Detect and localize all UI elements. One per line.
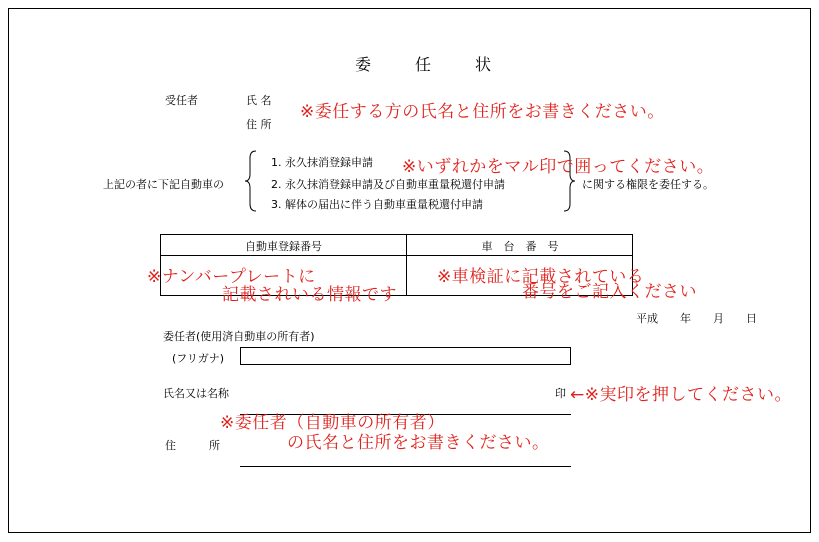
chassis-note-line1: ※車検証に記載されている — [437, 267, 645, 287]
left-brace-icon — [244, 150, 258, 212]
recipient-label: 受任者 — [165, 94, 198, 107]
delegation-suffix: に関する権限を委任する。 — [582, 178, 714, 191]
delegator-note-line1: ※委任者（自動車の所有者） — [220, 413, 445, 433]
seal-instruction-note: ←※実印を押してください。 — [570, 385, 792, 405]
date-line: 平成 年 月 日 — [636, 312, 757, 325]
registration-number-header: 自動車登録番号 — [245, 240, 322, 253]
delegation-instruction-note: ※いずれかをマル印で囲ってください。 — [402, 157, 715, 177]
delegation-item-3: 3. 解体の届出に伴う自動車重量税還付申請 — [271, 198, 483, 211]
delegator-address-label: 住 所 — [165, 439, 220, 452]
delegator-name-label: 氏名又は名称 — [163, 387, 229, 400]
delegation-item-2: 2. 永久抹消登録申請及び自動車重量税還付申請 — [271, 178, 505, 191]
delegator-label: 委任者(使用済自動車の所有者) — [163, 330, 315, 343]
delegation-item-1: 1. 永久抹消登録申請 — [271, 156, 373, 169]
delegator-note-line2: の氏名と住所をお書きください。 — [287, 433, 550, 453]
recipient-instruction-note: ※委任する方の氏名と住所をお書きください。 — [300, 102, 665, 122]
address-line[interactable] — [240, 466, 571, 467]
chassis-number-header: 車 台 番 号 — [481, 240, 559, 253]
registration-note-line1: ※ナンバープレートに — [147, 267, 316, 287]
furigana-label: (フリガナ) — [172, 352, 225, 365]
registration-note-line2: 記載されいる情報です — [222, 285, 397, 305]
furigana-field[interactable] — [240, 347, 571, 365]
page-title: 委 任 状 — [355, 55, 506, 74]
recipient-address-label: 住 所 — [246, 118, 272, 131]
recipient-name-label: 氏 名 — [246, 94, 272, 107]
chassis-note-line2: 番号をご記入ください — [522, 282, 697, 302]
delegation-prefix: 上記の者に下記自動車の — [103, 178, 224, 191]
seal-label: 印 — [555, 387, 566, 400]
